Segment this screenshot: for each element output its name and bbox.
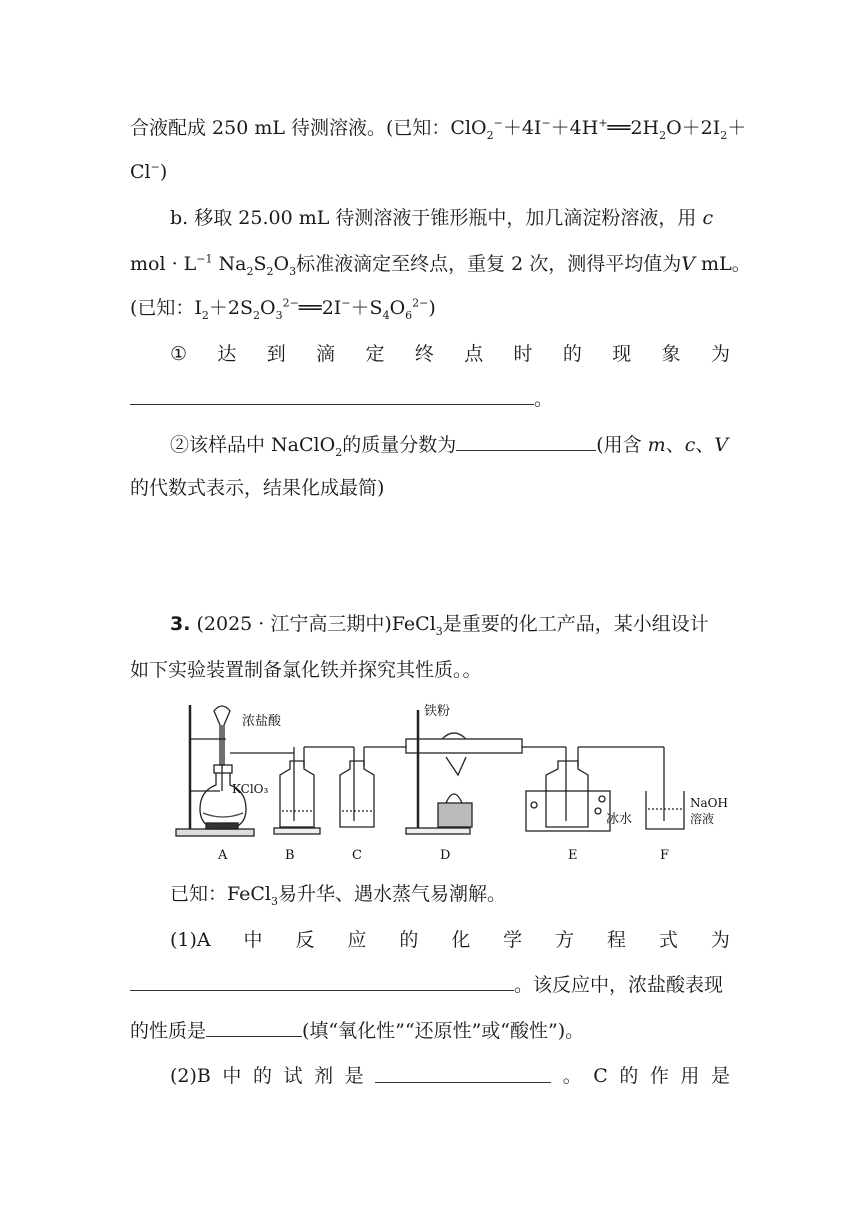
char: 为 xyxy=(710,343,730,365)
variable-v: V xyxy=(681,253,696,275)
text-segment: 已知：FeCl xyxy=(170,883,272,905)
char: 时 xyxy=(513,343,533,365)
answer-blank[interactable] xyxy=(456,430,596,451)
part-1-line xyxy=(170,926,730,954)
text-segment: ＋ xyxy=(727,117,747,139)
part-a-line1: 合液配成 250 mL 待测溶液。(已知：$ClO_2^-+4I^-+4H^+══2H_2O+2I_2+$ xyxy=(130,116,747,142)
text-segment: b. 移取 25.00 mL 待测溶液于锥形瓶中，加几滴淀粉溶液，用 xyxy=(170,207,697,229)
text-segment: O＋2I xyxy=(666,117,721,139)
text-segment: Na xyxy=(212,253,247,275)
char: 达 xyxy=(217,343,237,365)
char: 点 xyxy=(464,343,484,365)
char: 定 xyxy=(365,343,385,365)
text-segment: mol · L xyxy=(130,253,197,275)
char: 到 xyxy=(266,343,286,365)
text-segment: (2025 · 江宁高三期中)FeCl xyxy=(190,613,436,635)
known-line: 已知：FeCl$_3$易升华、遇水蒸气易潮解。 xyxy=(170,883,507,908)
char: 滴 xyxy=(316,343,336,365)
text-segment: S xyxy=(253,253,267,275)
variable-v: V xyxy=(714,434,729,456)
label-naoh: NaOH xyxy=(690,796,728,810)
label-c: C xyxy=(352,848,362,863)
question-2-line2 xyxy=(130,474,730,502)
question-number: 3. xyxy=(170,613,191,635)
char: 是 xyxy=(710,1065,730,1087)
char: 为 xyxy=(710,929,730,951)
text-segment: ＋2S xyxy=(208,297,254,319)
char: 应 xyxy=(347,929,367,951)
question-1-answer-line xyxy=(130,384,730,413)
part-b-line3: (已知：$I_2+2S_2O_3^{2-}══2I^-+S_4O_6^{2-}$) xyxy=(130,296,436,322)
answer-blank[interactable] xyxy=(375,1062,551,1083)
char: 。 xyxy=(562,1065,582,1087)
text-segment: 的性质是 xyxy=(130,1020,207,1042)
label-f: F xyxy=(660,848,670,863)
variable-m: m xyxy=(647,434,666,456)
char: C xyxy=(593,1065,608,1087)
text-segment: 、 xyxy=(695,434,715,456)
char: ① xyxy=(170,343,188,365)
char: 作 xyxy=(649,1065,669,1087)
label-a: A xyxy=(218,848,228,863)
char: 现 xyxy=(612,343,632,365)
text-segment: ＋S xyxy=(350,297,383,319)
label-iron-powder: 铁粉 xyxy=(424,704,451,719)
char: 式 xyxy=(658,929,678,951)
text-segment: 、 xyxy=(665,434,685,456)
text-segment: ══2I xyxy=(298,297,342,319)
char: 反 xyxy=(295,929,315,951)
answer-blank[interactable] xyxy=(206,1016,302,1037)
text-segment: ══2H xyxy=(607,117,660,139)
text-segment: (用含 xyxy=(596,434,642,456)
char: 学 xyxy=(503,929,523,951)
char: 中 xyxy=(222,1065,242,1087)
variable-c: c xyxy=(684,434,696,456)
text-segment: 的质量分数为 xyxy=(342,434,457,456)
text-segment: O xyxy=(273,253,290,275)
text-segment: 如下实验装置制备氯化铁并探究其性质。。 xyxy=(130,659,482,681)
char: 试 xyxy=(283,1065,303,1087)
apparatus-diagram xyxy=(170,695,730,865)
char: 用 xyxy=(680,1065,700,1087)
text-segment: O xyxy=(389,297,406,319)
part-1-line2 xyxy=(130,970,730,999)
apparatus-b xyxy=(260,747,320,834)
char: 化 xyxy=(451,929,471,951)
apparatus-d xyxy=(364,710,522,834)
char: 方 xyxy=(555,929,575,951)
char: 的 xyxy=(562,343,582,365)
char: 终 xyxy=(414,343,434,365)
text-segment: ＋4H xyxy=(550,117,599,139)
char: 的 xyxy=(252,1065,272,1087)
text-segment: O xyxy=(260,297,276,319)
part-2-line xyxy=(170,1062,730,1090)
label-kclo3: KClO₃ xyxy=(232,782,269,796)
question-3-line2 xyxy=(130,656,730,684)
char: 的 xyxy=(619,1065,639,1087)
part-b-line2: mol · $L^{-1}$ $Na_2S_2O_3$标准液滴定至终点，重复 2 次，测得平均值为V mL。 xyxy=(130,252,751,278)
answer-blank[interactable] xyxy=(130,970,514,991)
label-e: E xyxy=(568,848,578,863)
question-2-line: ②该样品中 NaClO$_2$的质量分数为 (用含 m、c、V xyxy=(170,430,730,459)
label-concentrated-hcl: 浓盐酸 xyxy=(242,714,282,729)
label-d: D xyxy=(440,848,451,863)
question-3-line: 3. (2025 · 江宁高三期中)FeCl$_3$是重要的化工产品，某小组设计 xyxy=(170,613,709,638)
text-segment: 是重要的化工产品，某小组设计 xyxy=(442,613,709,635)
char: (2)B xyxy=(170,1065,211,1087)
text-segment: 标准液滴定至终点，重复 2 次，测得平均值为 xyxy=(296,253,682,275)
question-1-line xyxy=(170,340,730,368)
part-1-line3 xyxy=(130,1016,730,1045)
part-b-line1 xyxy=(170,204,730,232)
char: 的 xyxy=(399,929,419,951)
char: 中 xyxy=(243,929,263,951)
text-segment: ②该样品中 NaClO xyxy=(170,434,336,456)
text-segment: (填“氧化性”“还原性”或“酸性”)。 xyxy=(302,1020,585,1042)
text-segment: (已知：I xyxy=(130,297,202,319)
char: (1)A xyxy=(170,929,211,951)
variable-c: c xyxy=(702,207,714,229)
text-segment: 。 xyxy=(534,388,554,410)
text-segment: mL。 xyxy=(695,253,751,275)
char: 程 xyxy=(607,929,627,951)
answer-blank[interactable] xyxy=(130,384,534,405)
superscript: −1 xyxy=(196,252,213,266)
label-b: B xyxy=(285,848,295,863)
part-a-line2: Cl−) xyxy=(130,160,168,183)
apparatus-e xyxy=(522,747,610,831)
text-segment: 。该反应中，浓盐酸表现 xyxy=(514,974,724,996)
text-segment: 的代数式表示，结果化成最简) xyxy=(130,477,385,499)
text-segment: 易升华、遇水蒸气易潮解。 xyxy=(278,883,507,905)
text-segment: ) xyxy=(428,297,436,319)
char: 象 xyxy=(661,343,681,365)
text-segment: Cl xyxy=(130,161,151,183)
char: 是 xyxy=(344,1065,364,1087)
text-segment: ＋4I xyxy=(502,117,542,139)
label-ice-water: 冰水 xyxy=(606,812,633,827)
char: 剂 xyxy=(314,1065,334,1087)
text-segment: 合液配成 250 mL 待测溶液。(已知：ClO xyxy=(130,117,487,139)
label-solution: 溶液 xyxy=(690,812,715,826)
